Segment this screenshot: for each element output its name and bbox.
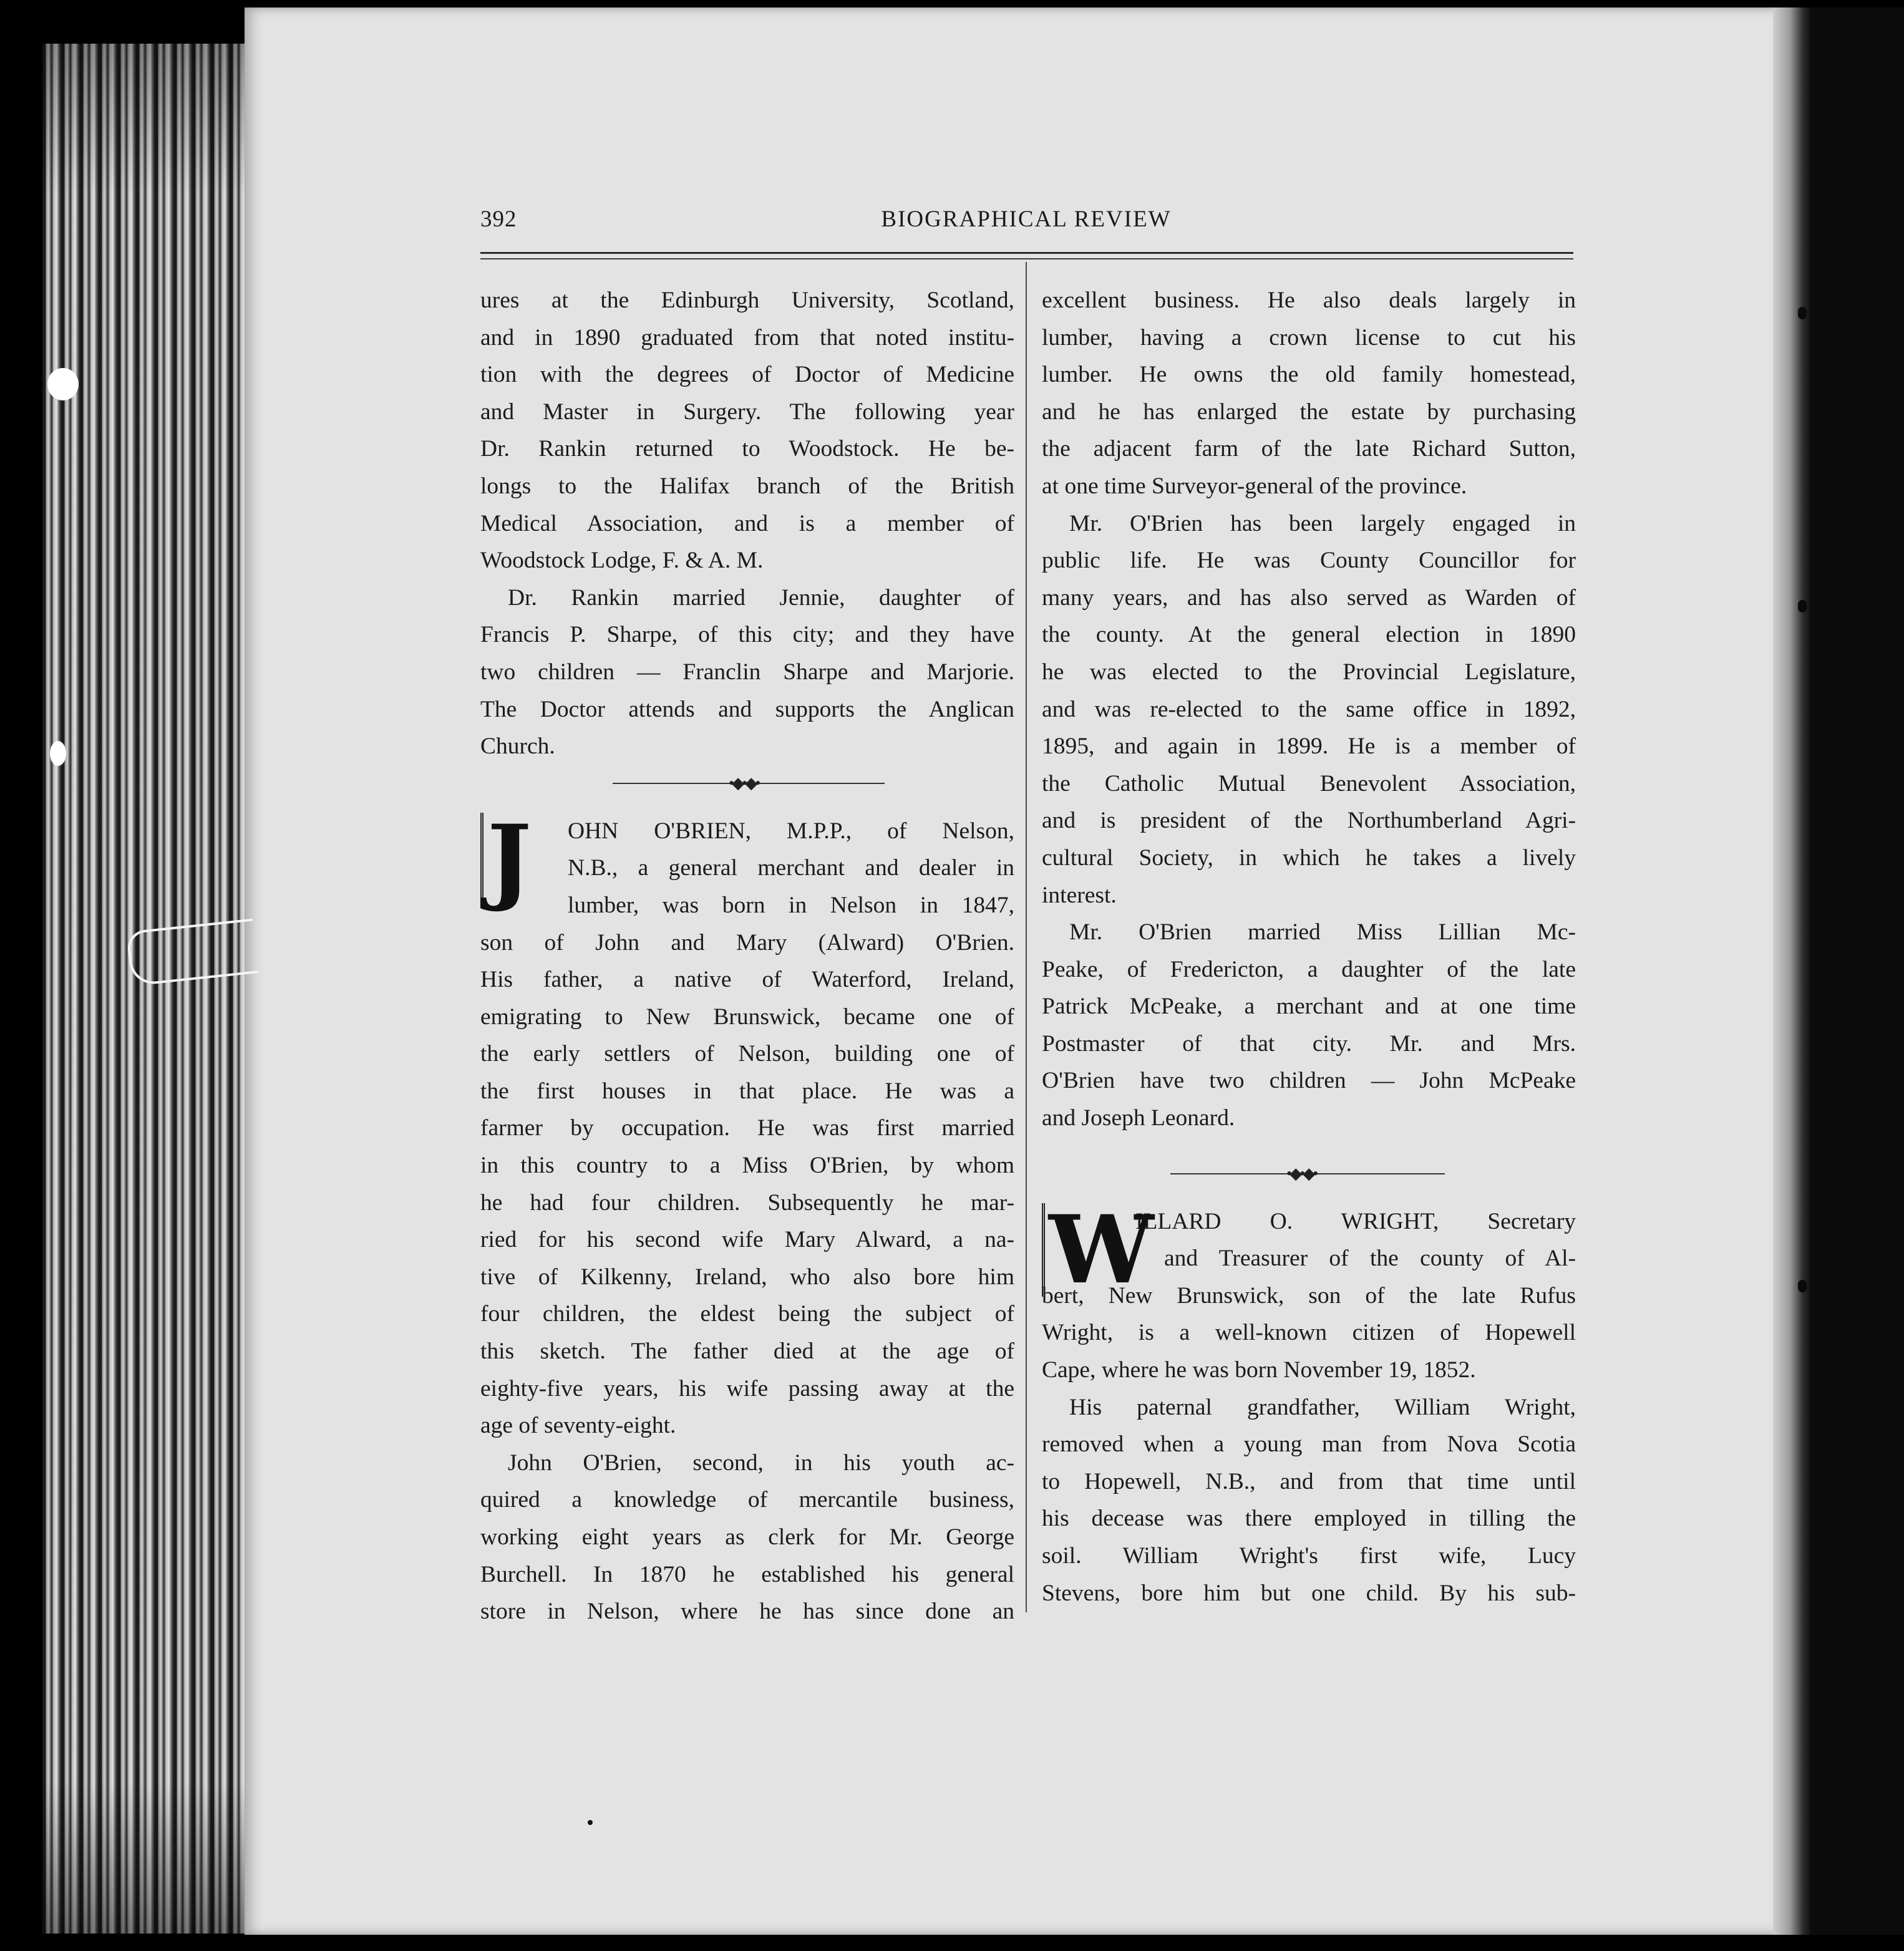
text-line: N.B., a general merchant and dealer in: [568, 855, 1014, 881]
text-line: Dr. Rankin married Jennie, daughter of: [508, 584, 1014, 611]
obrien-continued-paragraph: [1042, 282, 1576, 505]
text-line: bert, New Brunswick, son of the late Rufus: [1042, 1282, 1576, 1309]
section-ornament: [1042, 1156, 1576, 1193]
text-line: and in 1890 graduated from that noted institu-: [480, 324, 1014, 351]
rankin-paragraph-1: [480, 282, 1014, 579]
text-line: interest.: [1042, 882, 1117, 908]
left-column: [480, 282, 1014, 1630]
text-line: Mr. O'Brien has been largely engaged in: [1069, 510, 1576, 536]
drop-cap-w: W: [1042, 1203, 1154, 1297]
ornament-knot: •◆•◆•: [1286, 1164, 1316, 1183]
text-line: Mr. O'Brien married Miss Lillian Mc-: [1069, 919, 1576, 946]
text-line: Peake, of Fredericton, a daughter of the late: [1042, 956, 1576, 982]
text-line: Cape, where he was born November 19, 1852.: [1042, 1357, 1476, 1383]
text-line: emigrating to New Brunswick, became one of: [480, 1004, 1014, 1030]
text-line: ILLARD O. WRIGHT, Secretary: [1135, 1208, 1576, 1234]
text-line: store in Nelson, where he has since done an: [480, 1599, 1014, 1625]
obrien-marriage-paragraph: [1042, 914, 1576, 1137]
text-line: Woodstock Lodge, F. & A. M.: [480, 548, 764, 574]
text-line: the early settlers of Nelson, building one of: [480, 1041, 1014, 1067]
rankin-paragraph-2: [480, 579, 1014, 765]
column-divider: [1026, 262, 1027, 1612]
text-line: the Catholic Mutual Benevolent Association,: [1042, 770, 1576, 796]
text-line: quired a knowledge of mercantile business,: [480, 1487, 1014, 1513]
text-line: removed when a young man from Nova Scotia: [1042, 1431, 1576, 1458]
paper-speck: [47, 368, 79, 400]
text-line: Church.: [480, 733, 555, 760]
text-line: to Hopewell, N.B., and from that time until: [1042, 1468, 1576, 1494]
page-header: [480, 206, 1572, 238]
binding-thread-mark: [1798, 1280, 1807, 1292]
text-line: ures at the Edinburgh University, Scotland,: [480, 288, 1014, 313]
right-column: [1042, 282, 1576, 1612]
text-line: Wright, is a well-known citizen of Hopewell: [1042, 1320, 1576, 1346]
text-line: two children — Franclin Sharpe and Marjorie.: [480, 659, 1014, 685]
obrien-paragraph-2: [480, 1445, 1014, 1630]
running-title: BIOGRAPHICAL REVIEW: [881, 206, 1172, 232]
text-line: tion with the degrees of Doctor of Medicine: [480, 362, 1014, 388]
text-line: he had four children. Subsequently he mar-: [480, 1189, 1014, 1216]
ornament-knot: •◆•◆•: [729, 773, 759, 792]
text-line: and Master in Surgery. The following year: [480, 399, 1014, 425]
text-line: lumber, was born in Nelson in 1847,: [568, 892, 1014, 918]
text-line: and is president of the Northumberland Agri-: [1042, 808, 1576, 834]
text-line: many years, and has also served as Warden of: [1042, 584, 1576, 611]
text-line: this sketch. The father died at the age of: [480, 1339, 1014, 1365]
text-line: Francis P. Sharpe, of this city; and they have: [480, 622, 1014, 648]
text-line: Medical Association, and is a member of: [480, 510, 1014, 536]
book-page-edges: [42, 44, 255, 1934]
text-line: and he has enlarged the estate by purchasing: [1042, 399, 1576, 425]
text-line: and was re-elected to the same office in 1892,: [1042, 696, 1576, 722]
text-line: O'Brien have two children — John McPeake: [1042, 1068, 1576, 1094]
text-line: eighty-five years, his wife passing away at the: [480, 1375, 1014, 1402]
text-line: he was elected to the Provincial Legislature,: [1042, 659, 1576, 685]
header-rule: [480, 258, 1573, 259]
drop-cap-j: J: [480, 813, 532, 906]
text-line: longs to the Halifax branch of the British: [480, 473, 1014, 499]
text-line: and Treasurer of the county of Al-: [1164, 1246, 1576, 1272]
text-line: Dr. Rankin returned to Woodstock. He be-: [480, 436, 1014, 462]
text-line: son of John and Mary (Alward) O'Brien.: [480, 929, 1014, 956]
text-line: His father, a native of Waterford, Ireland,: [480, 967, 1014, 993]
text-line: Stevens, bore him but one child. By his sub-: [1042, 1580, 1576, 1606]
header-rule: [480, 252, 1573, 254]
text-line: and Joseph Leonard.: [1042, 1105, 1235, 1131]
text-line: working eight years as clerk for Mr. George: [480, 1524, 1014, 1550]
text-line: OHN O'BRIEN, M.P.P., of Nelson,: [568, 818, 1014, 844]
text-line: the first houses in that place. He was a: [480, 1078, 1014, 1104]
wright-paragraph-2: [1042, 1389, 1576, 1612]
page-number: 392: [480, 206, 517, 232]
text-line: in this country to a Miss O'Brien, by whom: [480, 1153, 1014, 1179]
text-line: cultural Society, in which he takes a lively: [1042, 845, 1576, 871]
ink-spot: [588, 1820, 593, 1825]
facing-page-edge: [1810, 7, 1904, 1935]
wright-biography: [1042, 1194, 1576, 1389]
text-line: lumber, having a crown license to cut his: [1042, 324, 1576, 351]
binding-thread-mark: [1798, 600, 1807, 612]
text-line: his decease was there employed in tilling the: [1042, 1506, 1576, 1532]
text-line: His paternal grandfather, William Wright,: [1069, 1394, 1576, 1420]
book-gutter: [1773, 7, 1810, 1935]
paper-speck: [50, 741, 66, 766]
text-line: public life. He was County Councillor for: [1042, 548, 1576, 574]
text-line: The Doctor attends and supports the Anglican: [480, 696, 1014, 722]
text-line: the county. At the general election in 1890: [1042, 622, 1576, 648]
text-line: soil. William Wright's first wife, Lucy: [1042, 1543, 1576, 1569]
text-line: the adjacent farm of the late Richard Sutton,: [1042, 436, 1576, 462]
text-line: Postmaster of that city. Mr. and Mrs.: [1042, 1030, 1576, 1057]
obrien-biography: [480, 804, 1014, 1445]
text-line: Burchell. In 1870 he established his general: [480, 1561, 1014, 1587]
obrien-public-life-paragraph: [1042, 505, 1576, 914]
text-line: excellent business. He also deals largely in: [1042, 288, 1576, 313]
text-line: John O'Brien, second, in his youth ac-: [508, 1450, 1014, 1476]
text-line: ried for his second wife Mary Alward, a na-: [480, 1227, 1014, 1253]
text-line: farmer by occupation. He was first married: [480, 1115, 1014, 1141]
text-line: age of seventy-eight.: [480, 1413, 676, 1439]
text-line: 1895, and again in 1899. He is a member of: [1042, 733, 1576, 760]
text-line: at one time Surveyor-general of the province.: [1042, 473, 1467, 499]
text-line: lumber. He owns the old family homestead,: [1042, 362, 1576, 388]
text-line: Patrick McPeake, a merchant and at one time: [1042, 994, 1576, 1020]
text-line: tive of Kilkenny, Ireland, who also bore him: [480, 1264, 1014, 1290]
binding-thread-mark: [1798, 307, 1807, 319]
section-ornament: [480, 765, 1014, 803]
text-line: four children, the eldest being the subject of: [480, 1301, 1014, 1327]
